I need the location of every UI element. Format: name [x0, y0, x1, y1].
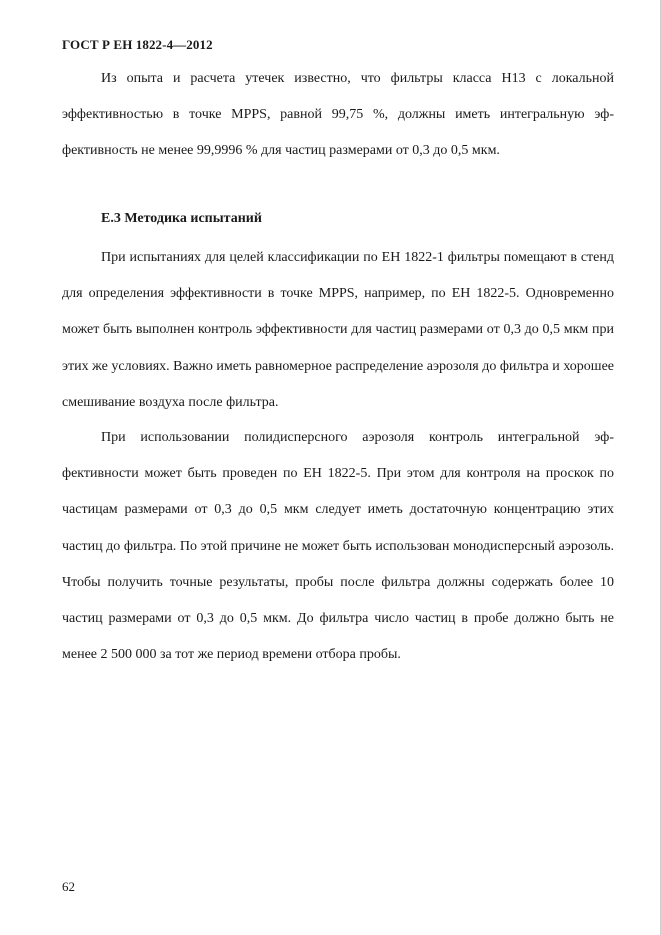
paragraph-leakage-calculation: Из опыта и расчета утечек известно, что фильтры класса Н13 с локальной эффективностью в точке MPPS, равной 99,75 %, должны иметь интегральную эффективность не менее 99,9996 % для частиц размерами от 0,3 до 0,5 мкм. — [62, 71, 614, 159]
paragraph-polydisperse-aerosol: При использовании полидисперсного аэрозоля контроль интегральной эффективности может быть проведен по ЕН 1822-5. При этом для контроля на проскок по частицам размерами от 0,3 до 0,5 мкм следует иметь достаточную концентрацию этих частиц до фильтра. По этой причине не может быть использован монодисперсный аэрозоль. Чтобы получить точные результаты, пробы после фильтра должны содержать более 10 частиц размерами от 0,3 до 0,5 мкм. До фильтра число частиц в пробе должно быть не менее 2 500 000 за тот же период времени отбора пробы. — [62, 430, 614, 663]
section-heading: Е.3 Методика испытаний — [101, 211, 262, 226]
document-header: ГОСТ Р ЕН 1822-4—2012 — [62, 37, 213, 52]
paragraph-test-method: При испытаниях для целей классификации по ЕН 1822-1 фильтры помещают в стенд для определения эффективности в точке MPPS, например, по ЕН 1822-5. Одновременно может быть выполнен контроль эффективности для частиц размерами от 0,3 до 0,5 мкм при этих же условиях. Важно иметь равномерное распределение аэрозоля до фильтра и хорошее смешивание воздуха после фильтра. — [62, 250, 614, 410]
page-number: 62 — [62, 879, 75, 894]
